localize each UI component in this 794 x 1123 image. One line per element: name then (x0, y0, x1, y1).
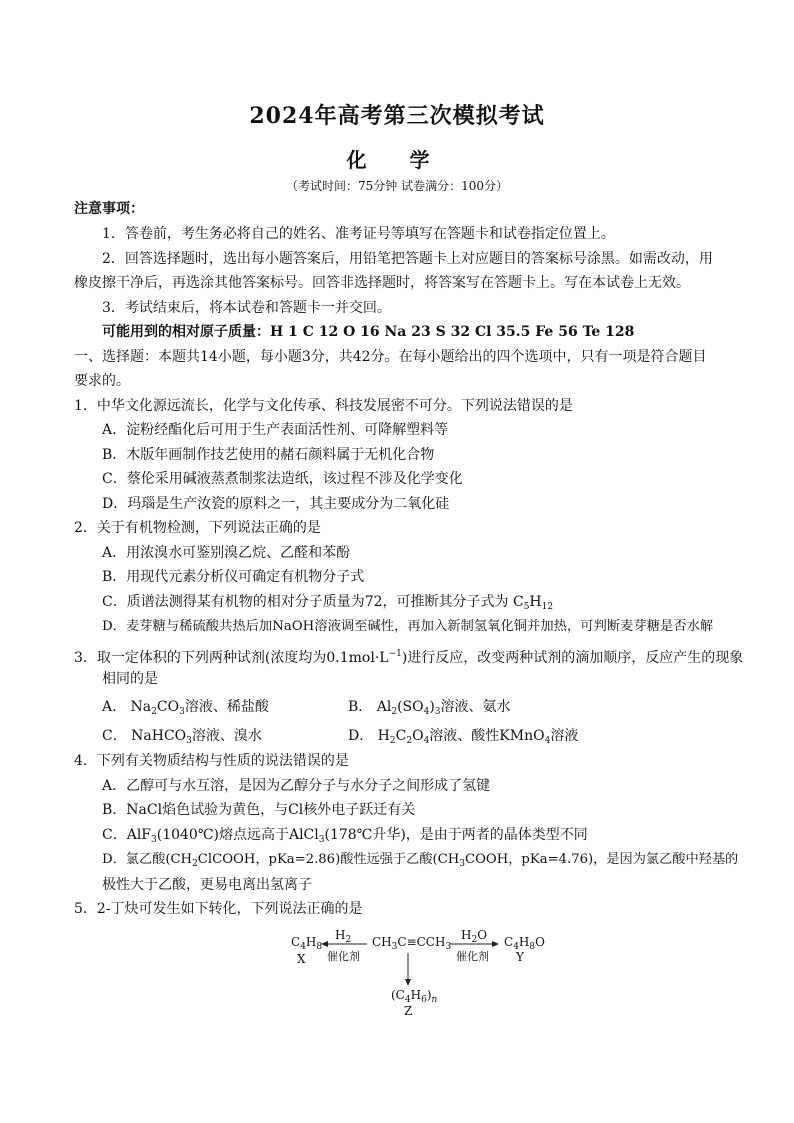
notice-heading: 注意事项： (74, 201, 144, 217)
q4-option-d-cont: 极性大于乙酸，更易电离出氢离子 (102, 877, 312, 893)
compound-y-formula: $C_4H_8O$ (504, 935, 545, 952)
q3-option-b: B． $Al_2(SO_4)_3$溶液、氨水 (348, 699, 511, 717)
q2-option-c: C．质谱法测得某有机物的相对分子质量为72，可推断其分子式为 $C_5H_{12}$ (102, 594, 554, 612)
compound-2-butyne: $CH_3C\equiv CCH_3$ (372, 935, 452, 952)
q2-option-b: B．用现代元素分析仪可确定有机物分子式 (102, 569, 365, 585)
q3-option-d: D． $H_2C_2O_4$溶液、酸性KMnO$_4$溶液 (348, 728, 579, 746)
compound-y-label: Y (516, 950, 524, 964)
arrow-down (403, 953, 413, 987)
q4-stem: 4．下列有关物质结构与性质的说法错误的是 (74, 753, 349, 769)
exam-title: 2024年高考第三次模拟考试 (249, 103, 545, 129)
q2-stem: 2．关于有机物检测，下列说法正确的是 (74, 520, 321, 536)
catalyst-label-1: 催化剂 (327, 950, 360, 963)
q1-option-d: D．玛瑙是生产汝瓷的原料之一，其主要成分为二氧化硅 (102, 496, 450, 512)
catalyst-label-2: 催化剂 (456, 950, 489, 963)
compound-z-label: Z (404, 1004, 413, 1018)
reagent-h2o: $H_2O$ (461, 928, 488, 945)
q4-option-a: A．乙醇可与水互溶，是因为乙醇分子与水分子之间形成了氢键 (102, 778, 491, 794)
q3-option-a: A． $Na_2CO_3$溶液、稀盐酸 (102, 699, 269, 717)
q4-option-d: D．氯乙酸($CH_2ClCOOH$，pKa=2.86)酸性远强于乙酸($CH_3COOH$，pKa=4.76)，是因为氯乙酸中羟基的 (102, 852, 739, 869)
notice-item-2: 2．回答选择题时，选出每小题答案后，用铅笔把答题卡上对应题目的答案标号涂黑。如需改动，用 (102, 251, 713, 267)
compound-x-label: X (297, 952, 306, 966)
notice-item-3: 3．考试结束后，将本试卷和答题卡一并交回。 (102, 300, 391, 316)
notice-item-2-cont: 橡皮擦干净后，再选涂其他答案标号。回答非选择题时，将答案写在答题卡上。写在本试卷上无效。 (74, 275, 690, 291)
q1-option-b: B．木版年画制作技艺使用的赭石颜料属于无机化合物 (102, 447, 435, 463)
notice-item-1: 1．答卷前，考生务必将自己的姓名、准考证号等填写在答题卡和试卷指定位置上。 (102, 226, 615, 242)
compound-z-formula: $(C_4H_6)_n$ (391, 988, 438, 1005)
time-info: （考试时间：75分钟 试卷满分：100分） (286, 179, 508, 193)
q2-option-d: D．麦芽糖与稀硫酸共热后加NaOH溶液调至碱性，再加入新制氢氧化铜并加热，可判断麦芽糖是否水解 (102, 619, 714, 634)
section-intro-cont: 要求的。 (74, 373, 130, 389)
q4-option-b: B．NaCl焰色试验为黄色，与Cl核外电子跃迁有关 (102, 802, 416, 818)
q4-option-c: C．AlF$_3$(1040℃)熔点远高于AlCl$_3$(178℃升华)，是由于两者的晶体类型不同 (102, 827, 588, 845)
section-intro: 一、选择题：本题共14小题，每小题3分，共42分。在每小题给出的四个选项中，只有一项是符合题目 (74, 349, 707, 365)
q1-option-a: A．淀粉经酯化后可用于生产表面活性剂、可降解塑料等 (102, 422, 449, 438)
q3-stem-cont: 相同的是 (102, 671, 158, 687)
atomic-masses: 可能用到的相对原子质量：H 1 C 12 O 16 Na 23 S 32 Cl 35.5 Fe 56 Te 128 (102, 324, 635, 340)
reagent-h2: $H_2$ (335, 928, 352, 945)
q1-option-c: C．蔡伦采用碱液蒸煮制浆法造纸，该过程不涉及化学变化 (102, 471, 463, 487)
q3-stem: 3．取一定体积的下列两种试剂(浓度均为$0.1mol\cdot L^{-1}$)进行反应，改变两种试剂的滴加顺序，反应产生的现象 (74, 649, 744, 666)
q2-option-a: A．用浓溴水可鉴别溴乙烷、乙醛和苯酚 (102, 545, 351, 561)
subject-title: 化 学 (346, 148, 448, 172)
q1-stem: 1．中华文化源远流长，化学与文化传承、科技发展密不可分。下列说法错误的是 (74, 398, 573, 414)
q5-stem: 5．2-丁炔可发生如下转化，下列说法正确的是 (74, 901, 363, 917)
q3-option-c: C． NaHCO$_3$溶液、溴水 (102, 728, 262, 746)
compound-x-formula: $C_4H_8$ (291, 935, 323, 952)
